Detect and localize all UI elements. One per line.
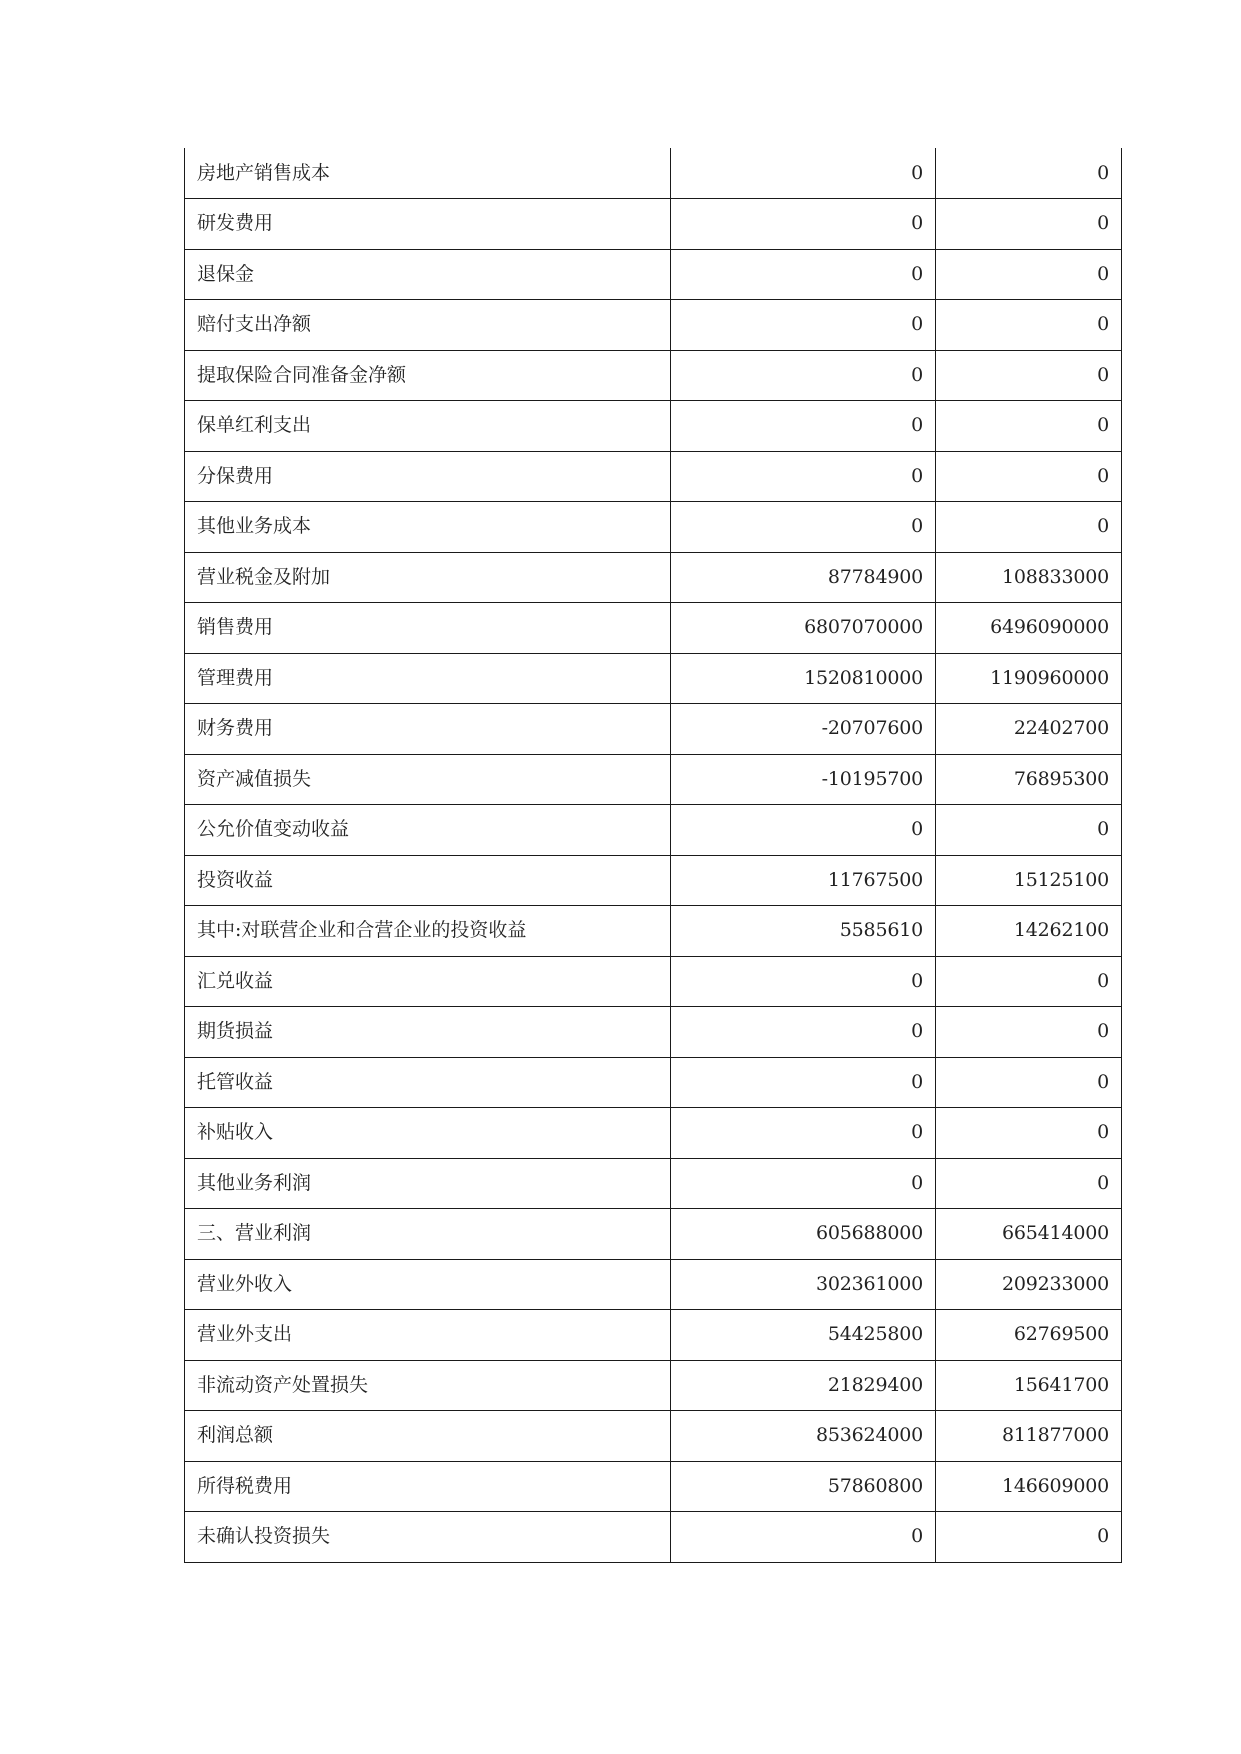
table-row	[185, 552, 1122, 603]
table-row	[185, 1108, 1122, 1159]
current-period-value: 21829400	[671, 1360, 936, 1411]
current-period-value: 6807070000	[671, 603, 936, 654]
table-row	[185, 401, 1122, 452]
row-label: 退保金	[185, 249, 671, 300]
table-row	[185, 1310, 1122, 1361]
row-label: 销售费用	[185, 603, 671, 654]
row-label: 其他业务成本	[185, 502, 671, 553]
current-period-value: 0	[671, 1108, 936, 1159]
table-row	[185, 451, 1122, 502]
current-period-value: 0	[671, 805, 936, 856]
table-row	[185, 1057, 1122, 1108]
current-period-value: 0	[671, 199, 936, 250]
table-row	[185, 754, 1122, 805]
current-period-value: 0	[671, 350, 936, 401]
row-label: 保单红利支出	[185, 401, 671, 452]
current-period-value: 605688000	[671, 1209, 936, 1260]
current-period-value: 0	[671, 1057, 936, 1108]
current-period-value: 853624000	[671, 1411, 936, 1462]
row-label: 非流动资产处置损失	[185, 1360, 671, 1411]
previous-period-value: 0	[936, 401, 1122, 452]
income-statement-table	[184, 148, 1122, 1563]
row-label: 所得税费用	[185, 1461, 671, 1512]
previous-period-value: 6496090000	[936, 603, 1122, 654]
current-period-value: 57860800	[671, 1461, 936, 1512]
previous-period-value: 811877000	[936, 1411, 1122, 1462]
previous-period-value: 209233000	[936, 1259, 1122, 1310]
table-row	[185, 1259, 1122, 1310]
row-label: 营业外支出	[185, 1310, 671, 1361]
table-row	[185, 148, 1122, 199]
current-period-value: 0	[671, 249, 936, 300]
row-label: 三、营业利润	[185, 1209, 671, 1260]
row-label: 期货损益	[185, 1007, 671, 1058]
previous-period-value: 0	[936, 1057, 1122, 1108]
current-period-value: 0	[671, 1007, 936, 1058]
table-row	[185, 1209, 1122, 1260]
current-period-value: 0	[671, 300, 936, 351]
previous-period-value: 0	[936, 1007, 1122, 1058]
table-row	[185, 603, 1122, 654]
previous-period-value: 14262100	[936, 906, 1122, 957]
current-period-value: 0	[671, 451, 936, 502]
previous-period-value: 0	[936, 1512, 1122, 1563]
row-label: 资产减值损失	[185, 754, 671, 805]
previous-period-value: 76895300	[936, 754, 1122, 805]
previous-period-value: 15641700	[936, 1360, 1122, 1411]
previous-period-value: 0	[936, 148, 1122, 199]
row-label: 其他业务利润	[185, 1158, 671, 1209]
table-row	[185, 350, 1122, 401]
row-label: 分保费用	[185, 451, 671, 502]
table-row	[185, 502, 1122, 553]
table-row	[185, 704, 1122, 755]
previous-period-value: 0	[936, 300, 1122, 351]
row-label: 营业外收入	[185, 1259, 671, 1310]
current-period-value: -10195700	[671, 754, 936, 805]
table-row	[185, 855, 1122, 906]
current-period-value: 0	[671, 401, 936, 452]
table-row	[185, 1411, 1122, 1462]
table-row	[185, 805, 1122, 856]
current-period-value: 302361000	[671, 1259, 936, 1310]
table-row	[185, 653, 1122, 704]
previous-period-value: 0	[936, 350, 1122, 401]
current-period-value: 0	[671, 502, 936, 553]
current-period-value: 87784900	[671, 552, 936, 603]
row-label: 利润总额	[185, 1411, 671, 1462]
row-label: 管理费用	[185, 653, 671, 704]
row-label: 补贴收入	[185, 1108, 671, 1159]
current-period-value: 11767500	[671, 855, 936, 906]
row-label: 投资收益	[185, 855, 671, 906]
previous-period-value: 22402700	[936, 704, 1122, 755]
row-label: 未确认投资损失	[185, 1512, 671, 1563]
table-row	[185, 1007, 1122, 1058]
row-label: 研发费用	[185, 199, 671, 250]
previous-period-value: 0	[936, 805, 1122, 856]
row-label: 公允价值变动收益	[185, 805, 671, 856]
row-label: 汇兑收益	[185, 956, 671, 1007]
table-row	[185, 1360, 1122, 1411]
table-row	[185, 199, 1122, 250]
previous-period-value: 62769500	[936, 1310, 1122, 1361]
previous-period-value: 108833000	[936, 552, 1122, 603]
current-period-value: 0	[671, 1158, 936, 1209]
previous-period-value: 0	[936, 249, 1122, 300]
row-label: 房地产销售成本	[185, 148, 671, 199]
current-period-value: 5585610	[671, 906, 936, 957]
previous-period-value: 15125100	[936, 855, 1122, 906]
table-row	[185, 956, 1122, 1007]
previous-period-value: 0	[936, 451, 1122, 502]
current-period-value: -20707600	[671, 704, 936, 755]
previous-period-value: 0	[936, 956, 1122, 1007]
current-period-value: 1520810000	[671, 653, 936, 704]
previous-period-value: 665414000	[936, 1209, 1122, 1260]
table-row	[185, 1461, 1122, 1512]
previous-period-value: 0	[936, 1108, 1122, 1159]
row-label: 赔付支出净额	[185, 300, 671, 351]
row-label: 托管收益	[185, 1057, 671, 1108]
current-period-value: 0	[671, 956, 936, 1007]
table-row	[185, 300, 1122, 351]
previous-period-value: 0	[936, 502, 1122, 553]
table-row	[185, 1512, 1122, 1563]
row-label: 提取保险合同准备金净额	[185, 350, 671, 401]
current-period-value: 0	[671, 148, 936, 199]
table-row	[185, 249, 1122, 300]
financial-statement-sheet	[184, 148, 1121, 1563]
row-label: 财务费用	[185, 704, 671, 755]
previous-period-value: 1190960000	[936, 653, 1122, 704]
table-row	[185, 906, 1122, 957]
current-period-value: 54425800	[671, 1310, 936, 1361]
row-label: 其中:对联营企业和合营企业的投资收益	[185, 906, 671, 957]
previous-period-value: 0	[936, 1158, 1122, 1209]
table-body	[185, 148, 1122, 1562]
previous-period-value: 146609000	[936, 1461, 1122, 1512]
current-period-value: 0	[671, 1512, 936, 1563]
table-row	[185, 1158, 1122, 1209]
row-label: 营业税金及附加	[185, 552, 671, 603]
previous-period-value: 0	[936, 199, 1122, 250]
